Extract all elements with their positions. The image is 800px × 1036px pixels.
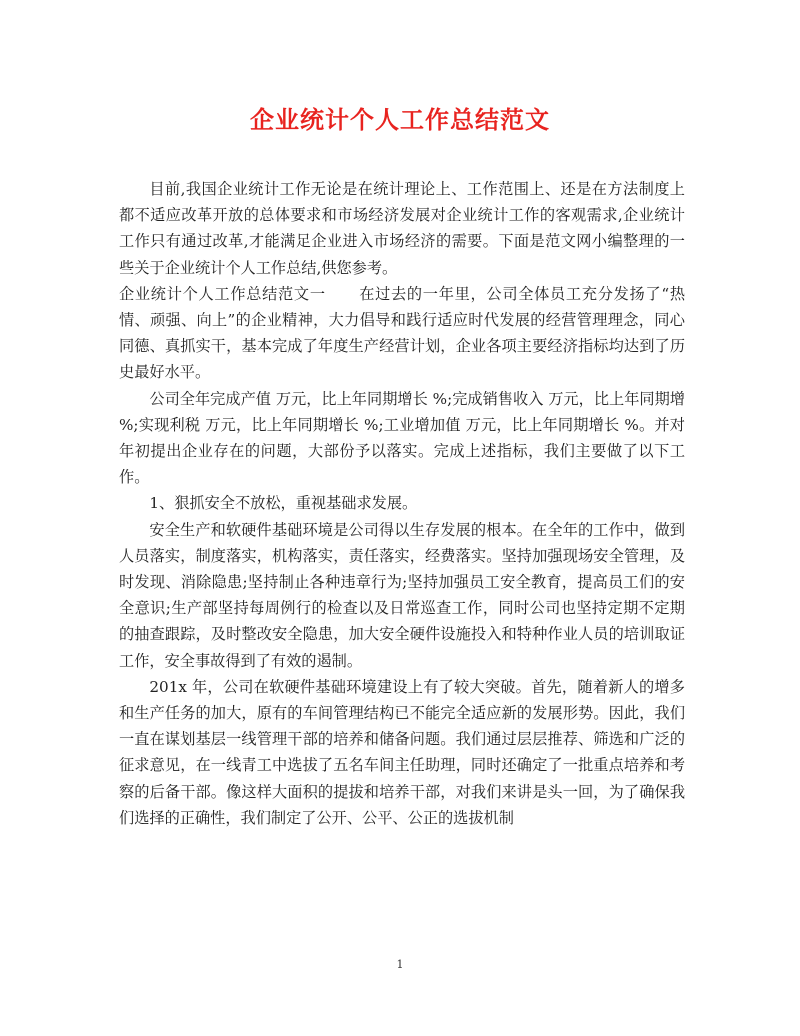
page-number: 1: [396, 958, 404, 971]
section-heading: 企业统计个人工作总结范文一: [119, 284, 326, 303]
infrastructure-paragraph: 201x 年，公司在软硬件基础环境建设上有了较大突破。首先，随着新人的增多和生产任务的加大，原有的车间管理结构已不能完全适应新的发展形势。因此，我们一直在谋划基层一线管理干部的培养和储备问题。我们通过层层推荐、筛选和广泛的征求意见，在一线青工中选拔了五名车间主任助理，同时还确定了一批重点培养和考察的后备干部。像这样大面积的提拔和培养干部，对我们来讲是头一回，为了确保我们选择的正确性，我们制定了公开、公平、公正的选拔机制: [119, 677, 685, 827]
output-paragraph: 公司全年完成产值 万元，比上年同期增长 %;完成销售收入 万元，比上年同期增 %;实现利税 万元，比上年同期增长 %;工业增加值 万元，比上年同期增长 %。并对年初提出企业存在的问题，大部份予以落实。完成上述指标，我们主要做了以下工作。: [119, 389, 685, 487]
document-body: [119, 176, 685, 831]
intro-paragraph: 目前,我国企业统计工作无论是在统计理论上、工作范围上、还是在方法制度上都不适应改革开放的总体要求和市场经济发展对企业统计工作的客观需求,企业统计工作只有通过改革,才能满足企业进入市场经济的需要。下面是范文网小编整理的一些关于企业统计个人工作总结,供您参考。: [119, 180, 685, 277]
document-title: 企业统计个人工作总结范文: [250, 105, 550, 134]
section-one-paragraph: [119, 281, 685, 386]
safety-paragraph: 安全生产和软硬件基础环境是公司得以生存发展的根本。在全年的工作中，做到人员落实，制度落实，机构落实，责任落实，经费落实。坚持加强现场安全管理，及时发现、消除隐患;坚持制止各种违章行为;坚持加强员工安全教育，提高员工们的安全意识;生产部坚持每周例行的检查以及日常巡查工作，同时公司也坚持定期不定期的抽查跟踪，及时整改安全隐患，加大安全硬件设施投入和特种作业人员的培训取证工作，安全事故得到了有效的遏制。: [119, 520, 685, 670]
section-one-text: 在过去的一年里，公司全体员工充分发扬了“热情、顽强、向上”的企业精神，大力倡导和践行适应时代发展的经营管理理念，同心同德、真抓实干，基本完成了年度生产经营计划，企业各项主要经济指标均达到了历史最好水平。: [119, 284, 686, 382]
point-one-heading: 1、狠抓安全不放松，重视基础求发展。: [149, 494, 418, 513]
